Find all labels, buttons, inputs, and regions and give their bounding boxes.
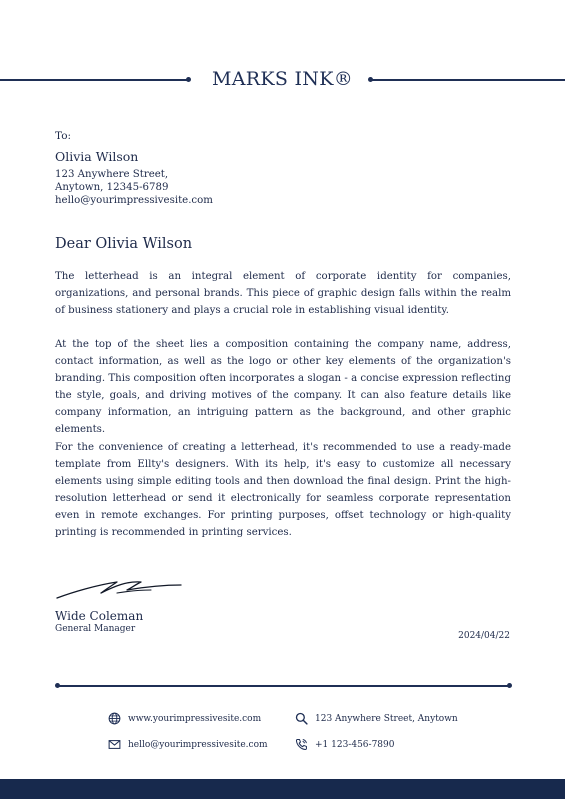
recipient-street: 123 Anywhere Street, bbox=[55, 169, 169, 180]
body-paragraph-2: At the top of the sheet lies a composition containing the company name, address, contact information, as well as the logo or other key elements of the organization's branding. This composition often incorporates a slogan - a concise expression reflecting the style, goals, and driving motives of the company. It can also feature details like company information, an intriguing pattern as the background, and other graphic elements. bbox=[55, 339, 511, 436]
footer-dot-right bbox=[507, 683, 512, 688]
footer-email[interactable] bbox=[108, 738, 268, 751]
footer-address bbox=[295, 712, 458, 725]
brand-title: MARKS INK® bbox=[211, 68, 354, 90]
to-label: To: bbox=[55, 130, 72, 142]
footer-email-text: hello@yourimpressivesite.com bbox=[128, 739, 268, 750]
footer-website[interactable] bbox=[108, 712, 261, 725]
recipient-email: hello@yourimpressivesite.com bbox=[55, 195, 213, 206]
mail-icon bbox=[108, 738, 121, 751]
footer-address-text: 123 Anywhere Street, Anytown bbox=[315, 713, 458, 724]
globe-icon bbox=[108, 712, 121, 725]
greeting: Dear Olivia Wilson bbox=[55, 236, 193, 252]
recipient-name: Olivia Wilson bbox=[55, 149, 139, 164]
recipient-city: Anytown, 12345-6789 bbox=[55, 182, 169, 193]
letter-date: 2024/04/22 bbox=[458, 631, 510, 641]
recipient-address bbox=[55, 168, 213, 207]
signature-image bbox=[55, 576, 183, 602]
footer-phone-text: +1 123-456-7890 bbox=[315, 739, 395, 750]
footer-website-text: www.yourimpressivesite.com bbox=[128, 713, 262, 724]
footer-phone[interactable] bbox=[295, 738, 394, 751]
footer-line bbox=[58, 685, 509, 687]
sender-name: Wide Coleman bbox=[55, 609, 144, 623]
bottom-bar bbox=[0, 779, 565, 799]
body-paragraph-1: The letterhead is an integral element of corporate identity for companies, organizations, and personal brands. This piece of graphic design falls within the realm of business stationery and plays a crucial role in establishing visual identity. bbox=[55, 271, 511, 317]
header-line-right bbox=[370, 79, 565, 81]
sender-title: General Manager bbox=[55, 624, 136, 634]
phone-icon bbox=[295, 738, 308, 751]
search-icon bbox=[295, 712, 308, 725]
body-paragraph-3: For the convenience of creating a letterhead, it's recommended to use a ready-made template from Ellty's designers. With its help, it's easy to customize all necessary elements using simple editing tools and then download the final design. Print the high-resolution letterhead or send it electronically for seamless corporate representation even in remote exchanges. For printing purposes, offset technology or high-quality printing is recommended in printing services. bbox=[55, 442, 511, 539]
